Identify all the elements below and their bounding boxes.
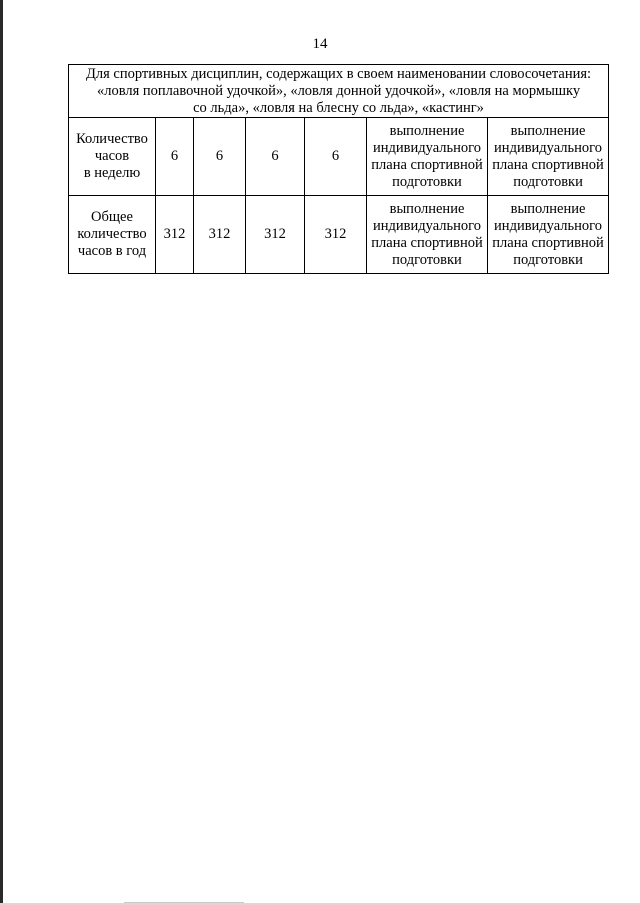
header-line: «ловля поплавочной удочкой», «ловля донной удочкой», «ловля на мормышку: [96, 83, 581, 99]
discipline-header: [69, 65, 609, 118]
row-label: [69, 196, 156, 274]
cell-line: индивидуального: [494, 217, 603, 234]
cell-line: подготовки: [392, 173, 462, 190]
cell-line: подготовки: [513, 251, 583, 268]
cell-line: выполнение: [389, 200, 465, 217]
cell-line: индивидуального: [494, 139, 603, 156]
scan-left-edge: [0, 0, 3, 905]
table-cell-text: [367, 118, 488, 196]
table-cell: 6: [194, 118, 246, 196]
table-cell-text: [488, 118, 609, 196]
cell-line: плана спортивной: [371, 234, 483, 251]
row-label-line: часов в год: [77, 243, 147, 259]
table-cell: 312: [156, 196, 194, 274]
table-cell-text: [367, 196, 488, 274]
cell-line: плана спортивной: [492, 234, 604, 251]
table-row-hours-per-week: [69, 118, 609, 196]
table-header-row: [69, 65, 609, 118]
table-cell: 312: [194, 196, 246, 274]
cell-line: выполнение: [510, 200, 586, 217]
cell-line: индивидуального: [373, 217, 481, 234]
row-label-line: часов: [94, 148, 130, 164]
header-line: со льда», «ловля на блесну со льда», «кастинг»: [193, 100, 484, 116]
training-hours-table: [68, 64, 609, 274]
cell-line: подготовки: [392, 251, 462, 268]
table-cell-text: [488, 196, 609, 274]
table-row-hours-per-year: [69, 196, 609, 274]
cell-line: плана спортивной: [492, 156, 604, 173]
cell-line: выполнение: [389, 122, 465, 139]
scan-speck: [124, 902, 244, 903]
cell-line: индивидуального: [373, 139, 481, 156]
table-cell: 6: [305, 118, 367, 196]
page-number: 14: [312, 36, 328, 52]
table-cell: 6: [246, 118, 305, 196]
header-line: Для спортивных дисциплин, содержащих в своем наименовании словосочетания:: [86, 66, 592, 82]
cell-line: выполнение: [510, 122, 586, 139]
row-label-line: Количество: [76, 131, 148, 147]
row-label-line: в неделю: [83, 165, 141, 181]
table-cell: 6: [156, 118, 194, 196]
table-cell: 312: [305, 196, 367, 274]
row-label: [69, 118, 156, 196]
row-label-line: количество: [77, 226, 147, 242]
table-cell: 312: [246, 196, 305, 274]
cell-line: плана спортивной: [371, 156, 483, 173]
row-label-line: Общее: [91, 209, 133, 225]
cell-line: подготовки: [513, 173, 583, 190]
